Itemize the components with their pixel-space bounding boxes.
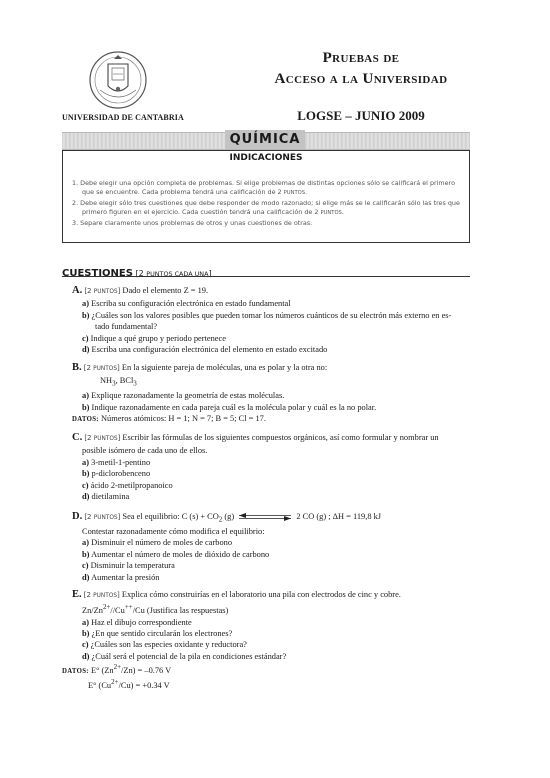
sub-text: Indique a qué grupo y periodo pertenece (90, 333, 226, 343)
sub-label: d) (82, 345, 90, 355)
sub-item (72, 549, 472, 560)
pts-smallcaps: PUNTOS (93, 366, 118, 372)
sub-label: c) (82, 333, 89, 343)
indicacion-number: 1. (72, 179, 79, 187)
pts-smallcaps: PUNTOS (93, 289, 118, 295)
pts-close: ] (117, 591, 120, 599)
sub-item (72, 639, 472, 650)
question-points (84, 434, 120, 442)
indicaciones-list (63, 179, 469, 229)
question-d (72, 511, 472, 583)
indicacion-text: Separe claramente unos problemas de otros y unas cuestiones de otras. (80, 219, 313, 227)
datos-line (62, 662, 472, 677)
datos-line (72, 413, 472, 425)
sub-label: c) (82, 561, 89, 571)
datos-label: DATOS: (62, 668, 89, 676)
university-name: UNIVERSIDAD DE CANTABRIA (62, 113, 184, 122)
pts-smallcaps: PUNTOS (93, 436, 118, 442)
question-points (84, 364, 120, 372)
subscript: 2 (218, 515, 223, 524)
question-e (62, 589, 472, 692)
pts-close: ] (117, 287, 121, 295)
sub-text: Aumentar el número de moles de dióxido de carbono (91, 549, 270, 559)
sub-label: c) (82, 640, 89, 650)
indicacion-end: . (341, 208, 344, 216)
indicacion-smallcaps: PUNTOS (283, 190, 306, 196)
indicacion-smallcaps: PUNTOS (320, 210, 342, 216)
sub-item (72, 402, 472, 413)
question-b (72, 362, 472, 426)
sub-item (72, 480, 472, 491)
indicacion-item (63, 199, 469, 218)
potential-part: E° (Cu (88, 681, 112, 691)
sub-item (72, 628, 472, 639)
question-intro (72, 589, 472, 602)
question-text: Dado el elemento Z = 19. (120, 286, 209, 295)
indicacion-text: Debe elegir sólo tres cuestiones que debe responder de modo razonado; si elige más se le calificarán sólo las tres que primero figuren en el ejercicio. Cada cuestión tendrá una calificación de 2 (80, 199, 460, 216)
cell-part: //Cu (110, 606, 125, 616)
sub-text: Aumentar la presión (91, 572, 160, 582)
question-letter: D. (72, 511, 83, 522)
indicacion-item (63, 219, 469, 228)
cuestiones-heading (62, 263, 212, 281)
question-intro (72, 511, 472, 526)
indicacion-end: . (305, 188, 308, 196)
sub-item (72, 298, 472, 309)
sub-text: Disminuir la temperatura (90, 561, 175, 571)
superscript: ++ (124, 603, 133, 612)
datos-text: Números atómicos: H = 1; N = 7; B = 5; Cl = 17. (98, 414, 266, 424)
indicaciones-title: INDICACIONES (229, 153, 303, 163)
question-letter: A. (72, 285, 83, 296)
pts-close: ] (117, 434, 121, 442)
pts-open: [2 (83, 364, 94, 372)
sub-item (72, 617, 472, 628)
molecule-nh3: NH (100, 376, 113, 386)
subject-title: QUÍMICA (225, 130, 305, 149)
sub-text: ¿Cuáles son las especies oxidante y reductora? (90, 640, 247, 650)
potential-part: E° (Zn (88, 666, 114, 676)
sub-text: dietilamina (91, 492, 130, 502)
indicacion-number: 2. (72, 199, 79, 207)
sub-label: d) (82, 572, 90, 582)
pts-smallcaps: PUNTOS (93, 593, 118, 599)
sub-label: a) (82, 457, 89, 467)
datos-label: DATOS: (72, 416, 99, 424)
pts-close: ] (117, 364, 120, 372)
sub-label: a) (82, 299, 89, 309)
cell-notation (72, 602, 472, 616)
equation-left: Sea el equilibrio: C (s) + CO (120, 512, 219, 521)
question-intro (72, 362, 472, 375)
question-letter: B. (72, 362, 82, 373)
molecule-bcl3: , BCl (115, 376, 134, 386)
superscript: 2+ (102, 603, 111, 612)
question-text-continued: Contestar razonadamente cómo modifica el equilibrio: (82, 527, 265, 537)
question-text: Explica cómo construirías en el laboratorio una pila con electrodos de cinc y cobre. (119, 590, 401, 599)
question-text: En la siguiente pareja de moléculas, una es polar y la otra no: (119, 363, 328, 372)
sub-text: Escriba su configuración electrónica en estado fundamental (91, 299, 291, 309)
sub-item (72, 651, 472, 662)
datos-line (72, 677, 472, 691)
cuestiones-title: CUESTIONES (62, 268, 133, 279)
sub-item (72, 344, 472, 355)
sub-item (72, 390, 472, 401)
cell-part: /Cu (Justifica las respuestas) (132, 606, 229, 616)
sub-label: d) (82, 651, 90, 661)
cell-part: Zn/Zn (82, 606, 103, 616)
pts-open: [2 (84, 434, 94, 442)
sub-text-continued: tado fundamental? (95, 322, 158, 332)
sub-label: b) (82, 469, 90, 479)
question-points (84, 513, 120, 521)
sub-text: ¿Cuál será el potencial de la pila en condiciones estándar? (91, 651, 287, 661)
sub-label: b) (82, 402, 90, 412)
sub-item (72, 537, 472, 548)
equilibrium-arrow-icon (236, 512, 294, 522)
sub-label: a) (82, 391, 89, 401)
sub-label: a) (82, 538, 89, 548)
sub-text: ácido 2-metilpropanoico (90, 480, 173, 490)
sub-item (72, 572, 472, 583)
cuestiones-rule (62, 276, 470, 277)
sub-label: b) (82, 310, 90, 320)
exam-session: LOGSE – JUNIO 2009 (297, 108, 425, 123)
points-smallcaps: PUNTOS CADA UNA (146, 270, 209, 278)
question-letter: C. (72, 432, 83, 443)
sub-item (72, 333, 472, 344)
pts-smallcaps: PUNTOS (93, 515, 118, 521)
sub-label: d) (82, 492, 90, 502)
indicacion-number: 3. (72, 219, 79, 227)
question-a (72, 285, 472, 355)
equation-right: 2 CO (g) ; ΔH = 119,8 kJ (296, 512, 382, 521)
molecules-line (72, 375, 472, 390)
question-points (84, 287, 120, 295)
question-points (84, 591, 120, 599)
indicacion-item (63, 179, 469, 198)
sub-text: ¿En que sentido circularán los electrones? (91, 629, 233, 639)
points-open: [2 (132, 269, 147, 278)
equation-left-state: (g) (222, 512, 235, 521)
pts-open: [2 (83, 591, 94, 599)
university-seal-icon (88, 50, 148, 110)
sub-label: a) (82, 617, 89, 627)
subscript: 3 (112, 380, 116, 389)
pts-close: ] (117, 513, 121, 521)
sub-item (72, 560, 472, 571)
question-c (72, 432, 472, 502)
sub-item (72, 457, 472, 468)
exam-title-line2: Acceso a la Universidad (274, 71, 448, 87)
sub-label: b) (82, 549, 90, 559)
sub-text: Haz el dibujo correspondiente (91, 617, 192, 627)
sub-text: 3-metil-1-pentino (91, 457, 151, 467)
superscript: 2+ (113, 663, 122, 672)
pts-open: [2 (84, 287, 94, 295)
potential-part: /Zn) = –0.76 V (121, 666, 172, 676)
sub-text: Escriba una configuración electrónica del elemento en estado excitado (91, 345, 328, 355)
pts-open: [2 (84, 513, 94, 521)
question-letter: E. (72, 589, 82, 600)
sub-label: c) (82, 480, 89, 490)
subscript: 3 (133, 380, 137, 389)
sub-label: b) (82, 629, 90, 639)
sub-text: Disminuir el número de moles de carbono (91, 538, 233, 548)
question-text-continued: posible isómero de cada uno de ellos. (82, 446, 208, 456)
sub-item (72, 310, 472, 321)
question-intro (72, 432, 472, 445)
points-close: ] (208, 269, 212, 278)
indicacion-text: Debe elegir una opción completa de problemas. Si elige problemas de distintas opciones sólo se calificará el primero que se encuentre. Cada problema tendrá una calificación de 2 (80, 179, 455, 196)
sub-text: p-diclorobenceno (91, 469, 151, 479)
superscript: 2+ (111, 678, 119, 687)
potential-part: /Cu) = +0.34 V (118, 681, 170, 691)
sub-text: Indique razonadamente en cada pareja cuál es la molécula polar y cuál es la no polar. (91, 402, 377, 412)
question-intro (72, 285, 472, 298)
indicaciones-box (62, 150, 470, 243)
sub-text: ¿Cuáles son los valores posibles que pueden tomar los números cuánticos de su electrón más externo en es- (91, 310, 452, 320)
exam-title-line1: Pruebas de (322, 50, 400, 66)
sub-text: Explique razonadamente la geometría de estas moléculas. (91, 391, 285, 401)
sub-item (72, 468, 472, 479)
question-text: Escribir las fórmulas de los siguientes compuestos orgánicos, así como formular y nombrar un (120, 433, 439, 442)
sub-item (72, 491, 472, 502)
